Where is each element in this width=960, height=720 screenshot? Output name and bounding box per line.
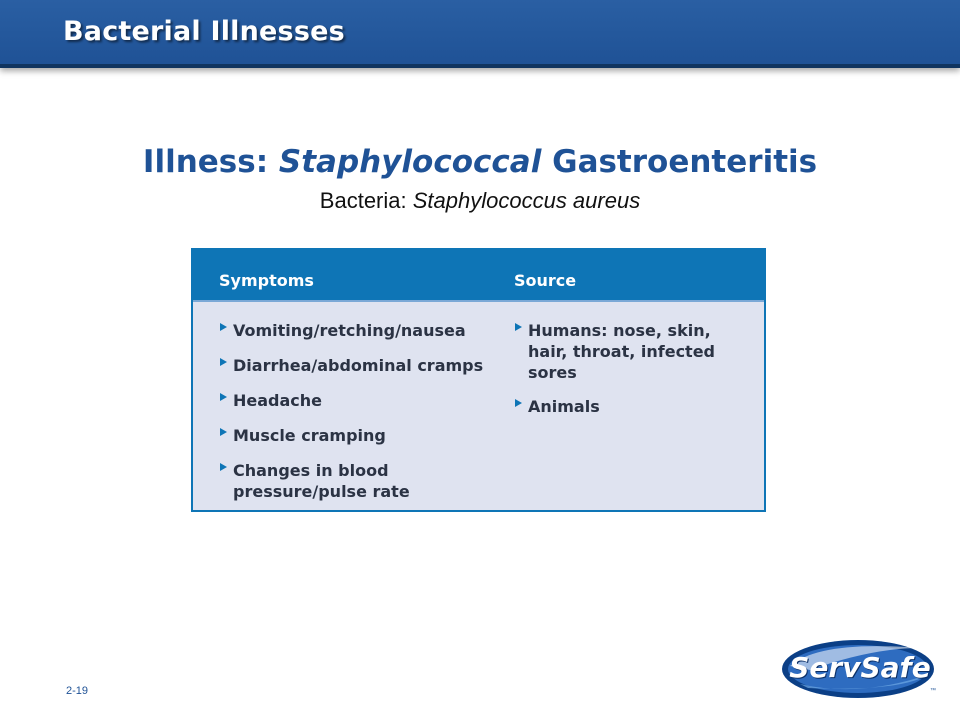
list-item — [514, 320, 754, 383]
illness-heading — [0, 144, 960, 180]
list-item — [219, 390, 499, 411]
list-item — [219, 320, 499, 341]
illness-suffix: Gastroenteritis — [541, 144, 818, 180]
symptoms-header: Symptoms — [219, 271, 314, 290]
source-header: Source — [514, 271, 577, 290]
slide-title: Bacterial Illnesses — [63, 16, 345, 47]
slide-number: 2-19 — [66, 685, 89, 697]
bullet-arrow-icon — [220, 358, 227, 366]
list-item — [219, 460, 499, 502]
source-text: Animals — [528, 397, 600, 416]
symptom-text: Diarrhea/abdominal cramps — [233, 356, 484, 375]
bullet-arrow-icon — [220, 428, 227, 436]
symptoms-list — [219, 320, 499, 516]
bacteria-name: Staphylococcus aureus — [412, 188, 641, 213]
bullet-arrow-icon — [220, 463, 227, 471]
servsafe-logo — [780, 636, 940, 700]
list-item — [219, 425, 499, 446]
illness-prefix: Illness: — [142, 144, 279, 180]
bullet-arrow-icon — [220, 393, 227, 401]
table-header-row — [193, 250, 764, 302]
bacteria-line — [0, 188, 960, 214]
list-item — [219, 355, 499, 376]
illness-italic-name: Staphylococcal — [278, 144, 542, 180]
trademark-mark: ™ — [930, 688, 936, 694]
source-text: Humans: nose, skin, hair, throat, infected sores — [528, 321, 715, 382]
logo-text: ServSafe — [789, 651, 931, 684]
list-item — [514, 396, 754, 417]
symptom-text: Vomiting/retching/nausea — [233, 321, 466, 340]
symptom-text: Headache — [233, 391, 323, 410]
symptom-text: Muscle cramping — [233, 426, 386, 445]
bullet-arrow-icon — [515, 399, 522, 407]
header-bar — [0, 0, 960, 68]
bullet-arrow-icon — [220, 323, 227, 331]
info-table — [191, 248, 766, 512]
bacteria-label: Bacteria: — [319, 188, 413, 213]
bullet-arrow-icon — [515, 323, 522, 331]
symptom-text: Changes in blood pressure/pulse rate — [233, 461, 410, 501]
source-list — [514, 320, 754, 430]
